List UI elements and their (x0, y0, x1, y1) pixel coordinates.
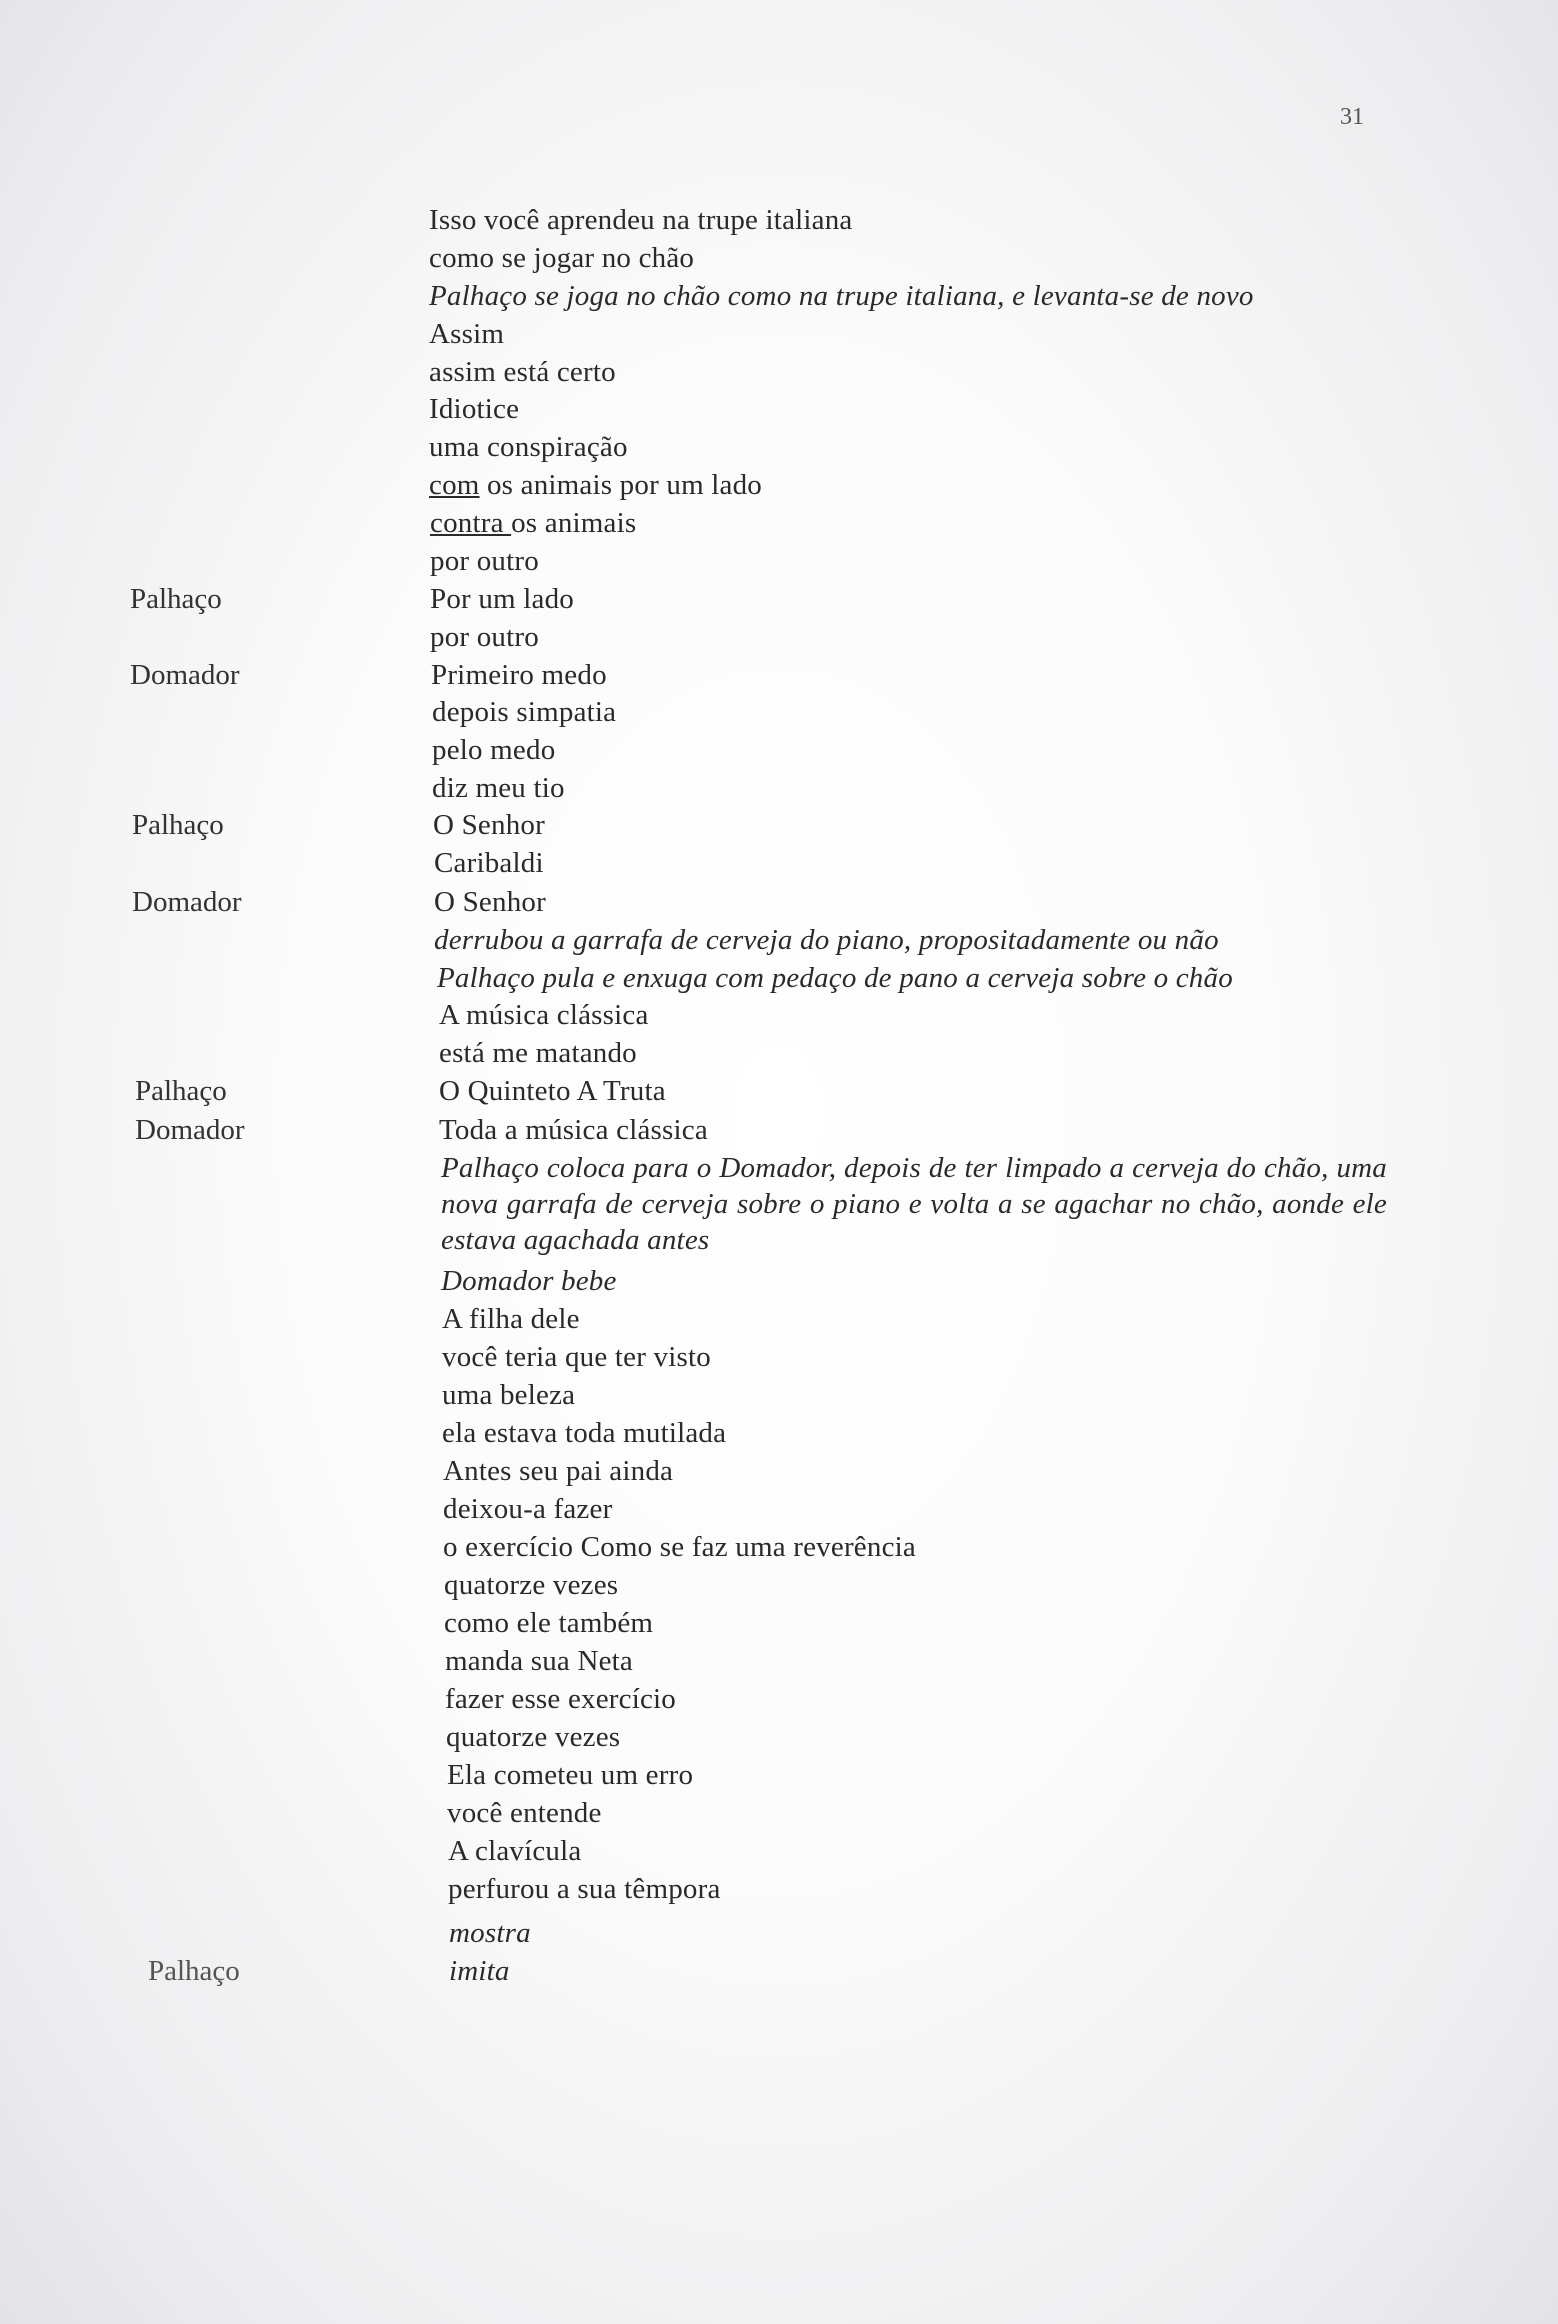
stage-direction: imita (449, 1955, 510, 1987)
script-line (429, 467, 762, 503)
line-rest: os animais por um lado (479, 469, 763, 501)
script-line: você teria que ter visto (442, 1341, 711, 1373)
script-line: O Quinteto A Truta (439, 1075, 666, 1107)
line-rest: os animais (511, 507, 637, 539)
script-line: uma beleza (442, 1379, 576, 1411)
underlined-word: contra (430, 507, 512, 539)
speaker-name: Domador (135, 1114, 245, 1146)
script-line: está me matando (439, 1037, 637, 1069)
script-line: uma conspiração (429, 431, 628, 463)
script-line: por outro (430, 545, 539, 577)
script-line: como ele também (444, 1607, 654, 1639)
page-number: 31 (1340, 104, 1364, 130)
script-line: deixou-a fazer (443, 1493, 613, 1525)
stage-direction: Palhaço se joga no chão como na trupe italiana, e levanta-se de novo (429, 280, 1254, 312)
script-line: manda sua Neta (445, 1645, 634, 1677)
speaker-name: Palhaço (130, 583, 222, 615)
script-line: por outro (430, 621, 539, 653)
speaker-name: Palhaço (135, 1075, 227, 1107)
script-line: assim está certo (429, 356, 616, 388)
underlined-word: com (429, 469, 480, 501)
script-line: Idiotice (429, 393, 520, 425)
script-line: quatorze vezes (446, 1721, 621, 1753)
script-line: Ela cometeu um erro (447, 1759, 694, 1791)
speaker-name: Palhaço (148, 1955, 240, 1987)
script-line: Antes seu pai ainda (443, 1455, 674, 1487)
script-line: Toda a música clássica (439, 1114, 708, 1146)
speaker-name: Domador (130, 659, 240, 691)
script-line: A filha dele (442, 1303, 580, 1335)
script-line: Por um lado (430, 583, 574, 615)
stage-direction: derrubou a garrafa de cerveja do piano, propositadamente ou não (434, 924, 1219, 956)
script-line: A clavícula (448, 1835, 582, 1867)
stage-direction: mostra (449, 1917, 531, 1949)
script-line: perfurou a sua têmpora (448, 1873, 721, 1905)
script-line: depois simpatia (432, 696, 617, 728)
script-line: O Senhor (433, 809, 545, 841)
stage-direction: Palhaço pula e enxuga com pedaço de pano a cerveja sobre o chão (437, 962, 1233, 994)
script-line (430, 505, 636, 541)
script-line: O Senhor (434, 886, 546, 918)
script-line: como se jogar no chão (429, 242, 695, 274)
script-line: quatorze vezes (444, 1569, 619, 1601)
script-line: Primeiro medo (431, 659, 607, 691)
stage-direction: Domador bebe (441, 1265, 617, 1297)
script-line: Isso você aprendeu na trupe italiana (429, 204, 853, 236)
script-line: A música clássica (439, 999, 649, 1031)
script-line: Caribaldi (434, 847, 544, 879)
script-line: diz meu tio (432, 772, 565, 804)
script-line: ela estava toda mutilada (442, 1417, 727, 1449)
stage-direction-block: Palhaço coloca para o Domador, depois de ter limpado a cerveja do chão, uma nova garrafa de cerveja sobre o piano e volta a se agachar no chão, aonde ele estava agachada antes (441, 1152, 1387, 1256)
speaker-name: Domador (132, 886, 242, 918)
script-line: fazer esse exercício (445, 1683, 677, 1715)
script-line: pelo medo (432, 734, 556, 766)
script-line: você entende (447, 1797, 602, 1829)
script-line: o exercício Como se faz uma reverência (443, 1531, 916, 1563)
speaker-name: Palhaço (132, 809, 224, 841)
script-line: Assim (429, 318, 505, 350)
